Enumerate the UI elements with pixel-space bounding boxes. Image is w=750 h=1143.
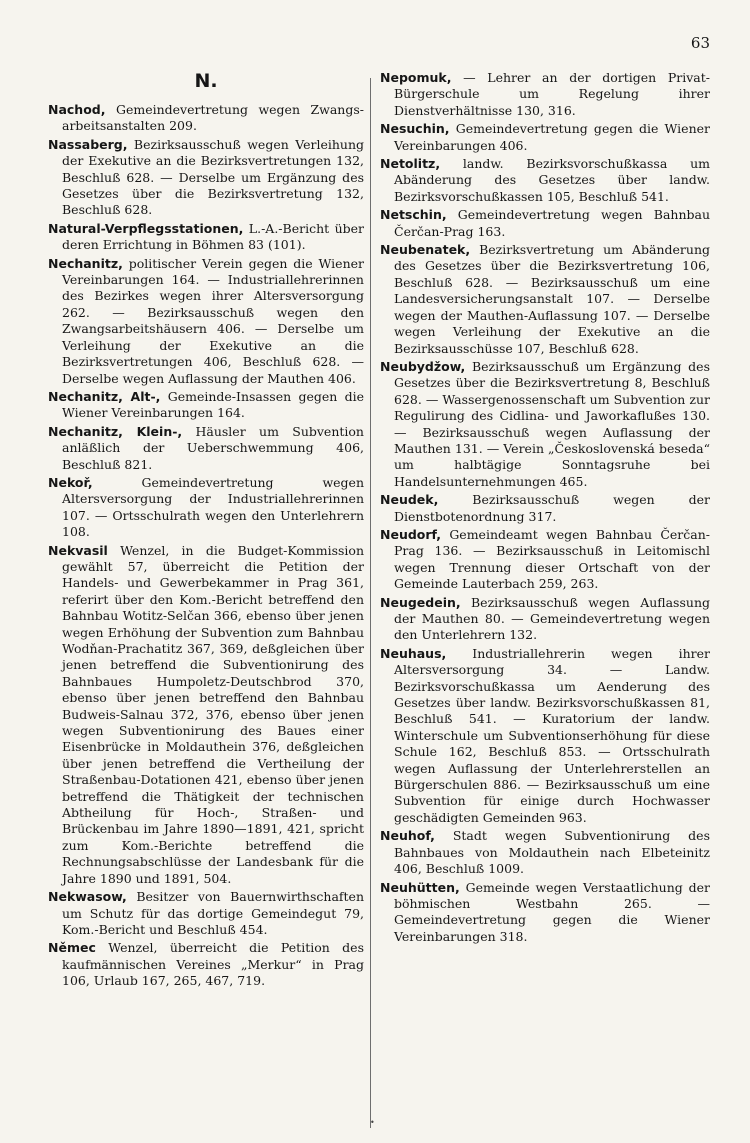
index-entry bbox=[380, 492, 710, 525]
page-dot-mark: • bbox=[370, 1118, 375, 1127]
entry-heading: Neudorf, bbox=[380, 526, 442, 542]
entry-text: Bezirksausschuß wegen Auflassung der Mauthen 80. — Gemeindevertretung wegen den Unterlehrern 132. bbox=[394, 594, 710, 643]
entry-heading: Neuhütten, bbox=[380, 879, 460, 895]
entry-text: — Lehrer an der dortigen Privat-Bürgerschule um Regelung ihrer Dienstverhältnisse 130, 316. bbox=[394, 70, 710, 118]
entry-text: Bezirksausschuß um Ergänzung des Gesetzes über die Bezirksvertretung 8, Beschluß 628. — Wassergenossenschaft um Subvention zur Regulirung des Cidlina- und Jaworkaflußes 130. — Bezirksausschuß wegen Auflassung der Mauthen 131. — Verein „Československá beseda“ um halbtägige Sonntagsruhe bei Handelsunternehmungen 465. bbox=[394, 358, 710, 489]
entry-text: Wenzel, in die Budget-Kommission gewählt 57, überreicht die Petition der Handels- und Gewerbekammer in Prag 361, referirt über den Kom.-Bericht betreffend den Bahnbau Wotitz-Selčan 366, ebenso über jenen wegen Erhöhung der Subvention zum Bahnbau Wodňan-Prachatitz 367, 369, deßgleichen über jenen betreffend die Subventionirung des Bahnbaues Humpoletz-Deutschbrod 370, ebenso über jenen betreffend den Bahnbau Budweis-Salnau 372, 376, ebenso über jenen wegen Subventionirung des Baues einer Eisenbrücke in Moldauthein 376, deßgleichen über jenen betreffend die Vertheilung der Straßenbau-Dotationen 421, ebenso über jenen betreffend die Thätigkeit der technischen Abtheilung für Hoch-, Straßen- und Brückenbau im Jahre 1890—1891, 421, spricht zum Kom.-Berichte betreffend die Rechnungsabschlüsse der Landesbank für die Jahre 1890 und 1891, 504. bbox=[62, 542, 364, 886]
index-entry bbox=[48, 475, 364, 541]
entry-text: Gemeinde-Insassen gegen die Wiener Vereinbarungen 164. bbox=[62, 388, 364, 421]
entry-text: Wenzel, überreicht die Petition des kaufmännischen Vereines „Merkur“ in Prag 106, Urlaub 167, 265, 467, 719. bbox=[62, 940, 364, 989]
index-entry bbox=[380, 242, 710, 357]
entry-text: landw. Bezirksvorschußkassa um Abänderung des Gesetzes über landw. Bezirksvorschußkassen 105, Beschluß 541. bbox=[394, 156, 710, 204]
index-entry bbox=[48, 102, 364, 135]
entry-heading: Nechanitz, Alt-, bbox=[48, 388, 161, 404]
index-entry bbox=[48, 889, 364, 938]
entry-text: Bezirksausschuß wegen der Dienstbotenordnung 317. bbox=[394, 492, 710, 524]
entry-heading: Nachod, bbox=[48, 102, 106, 117]
index-entry bbox=[48, 389, 364, 422]
letter-heading: N. bbox=[194, 70, 218, 92]
entry-heading: Neuhaus, bbox=[380, 645, 447, 661]
entry-heading: Nechanitz, bbox=[48, 255, 123, 271]
index-entry bbox=[380, 880, 710, 946]
entry-heading: Nekoř, bbox=[48, 474, 93, 490]
index-entry bbox=[380, 121, 710, 154]
index-entry bbox=[380, 646, 710, 826]
entry-heading: Neugedein, bbox=[380, 594, 461, 610]
index-entry bbox=[380, 527, 710, 593]
entry-text: Stadt wegen Subventionirung des Bahnbaues von Moldauthein nach Elbeteinitz 406, Beschluß 1009. bbox=[394, 828, 710, 877]
entry-heading: Neubydžow, bbox=[380, 358, 466, 374]
entry-text: Gemeindevertretung wegen Altersversorgung der Industriallehrerinnen 107. — Ortsschulrath wegen den Unterlehrern 108. bbox=[62, 474, 364, 540]
entry-heading: Netschin, bbox=[380, 207, 447, 223]
entry-heading: Nesuchin, bbox=[380, 121, 450, 137]
entry-heading: Nassaberg, bbox=[48, 136, 128, 152]
entry-text: Industriallehrerin wegen ihrer Altersversorgung 34. — Landw. Bezirksvorschußkassa um Aenderung des Gesetzes über landw. Bezirksvorschußkassen 81, Beschluß 541. — Kuratorium der landw. Winterschule um Subventionserhöhung für diese Schule 162, Beschluß 853. — Ortsschulrath wegen Auflassung der Unterlehrerstellen an Bürgerschulen 886. — Bezirksausschuß um eine Subvention für einige durch Hochwasser geschädigten Gemeinden 963. bbox=[394, 645, 710, 825]
entry-heading: Netolitz, bbox=[380, 156, 441, 172]
index-entry bbox=[48, 940, 364, 989]
entry-heading: Natural-Verpflegsstationen, bbox=[48, 220, 244, 236]
entry-text: Gemeindevertretung gegen die Wiener Vereinbarungen 406. bbox=[394, 121, 710, 153]
index-entry bbox=[48, 256, 364, 387]
entry-text: Besitzer von Bauernwirthschaften um Schutz für das dortige Gemeindegut 79, Kom.-Bericht und Beschluß 454. bbox=[62, 889, 364, 937]
left-entry-list bbox=[48, 102, 364, 990]
entry-heading: Neubenatek, bbox=[380, 242, 471, 258]
index-entry bbox=[380, 207, 710, 240]
page-number: 63 bbox=[690, 34, 710, 52]
entry-heading: Nepomuk, bbox=[380, 70, 452, 85]
entry-text: politischer Verein gegen die Wiener Vereinbarungen 164. — Industriallehrerinnen des Bezirkes wegen ihrer Altersversorgung 262. — Bezirksausschuß wegen den Zwangsarbeitshäusern 406. — Derselbe um Verleihung der Exekutive an die Bezirksvertretungen 406, Beschluß 628. — Derselbe wegen Auflassung der Mauthen 406. bbox=[62, 255, 364, 386]
entry-heading: Neuhof, bbox=[380, 828, 435, 844]
entry-text: Gemeindevertretung wegen Zwangs-arbeitsanstalten 209. bbox=[62, 102, 364, 134]
entry-heading: Nekvasil bbox=[48, 542, 108, 558]
entry-heading: Neudek, bbox=[380, 492, 439, 508]
index-entry bbox=[380, 156, 710, 205]
entry-heading: Nechanitz, Klein-, bbox=[48, 423, 183, 439]
left-column bbox=[48, 70, 364, 992]
entry-heading: Němec bbox=[48, 940, 96, 956]
entry-text: Bezirksausschuß wegen Verleihung der Exekutive an die Bezirksvertretungen 132, Beschluß 628. — Derselbe um Ergänzung des Gesetzes über die Bezirksvertretung 132, Beschluß 628. bbox=[62, 136, 364, 218]
entry-text: Bezirksvertretung um Abänderung des Gesetzes über die Bezirksvertretung 106, Beschluß 628. — Bezirksausschuß um eine Landesversicherungsanstalt 107. — Derselbe wegen der Mauthen-Auflassung 107. — Derselbe wegen Verleihung der Exekutive an die Bezirksausschüsse 107, Beschluß 628. bbox=[394, 242, 710, 356]
index-entry bbox=[380, 828, 710, 877]
index-entry bbox=[380, 70, 710, 119]
entry-text: Gemeinde wegen Verstaatlichung der böhmischen Westbahn 265. — Gemeindevertretung gegen die Wiener Vereinbarungen 318. bbox=[394, 879, 710, 944]
entry-text: Häusler um Subvention anläßlich der Ueberschwemmung 406, Beschluß 821. bbox=[62, 423, 364, 472]
entry-text: Gemeindeamt wegen Bahnbau Čerčan-Prag 136. — Bezirksausschuß in Leitomischl wegen Trennung dieser Ortschaft von der Gemeinde Lauterbach 259, 263. bbox=[394, 526, 710, 592]
index-entry bbox=[380, 359, 710, 490]
column-rule bbox=[370, 78, 371, 1128]
index-entry bbox=[48, 137, 364, 219]
entry-text: Gemeindevertretung wegen Bahnbau Čerčan-Prag 163. bbox=[394, 207, 710, 239]
right-entry-list bbox=[380, 70, 710, 945]
index-entry bbox=[48, 221, 364, 254]
index-entry bbox=[48, 543, 364, 888]
index-entry bbox=[48, 424, 364, 473]
index-entry bbox=[380, 595, 710, 644]
right-column bbox=[380, 70, 710, 947]
entry-text: L.-A.-Bericht über deren Errichtung in Böhmen 83 (101). bbox=[62, 220, 364, 253]
entry-heading: Nekwasow, bbox=[48, 889, 127, 905]
